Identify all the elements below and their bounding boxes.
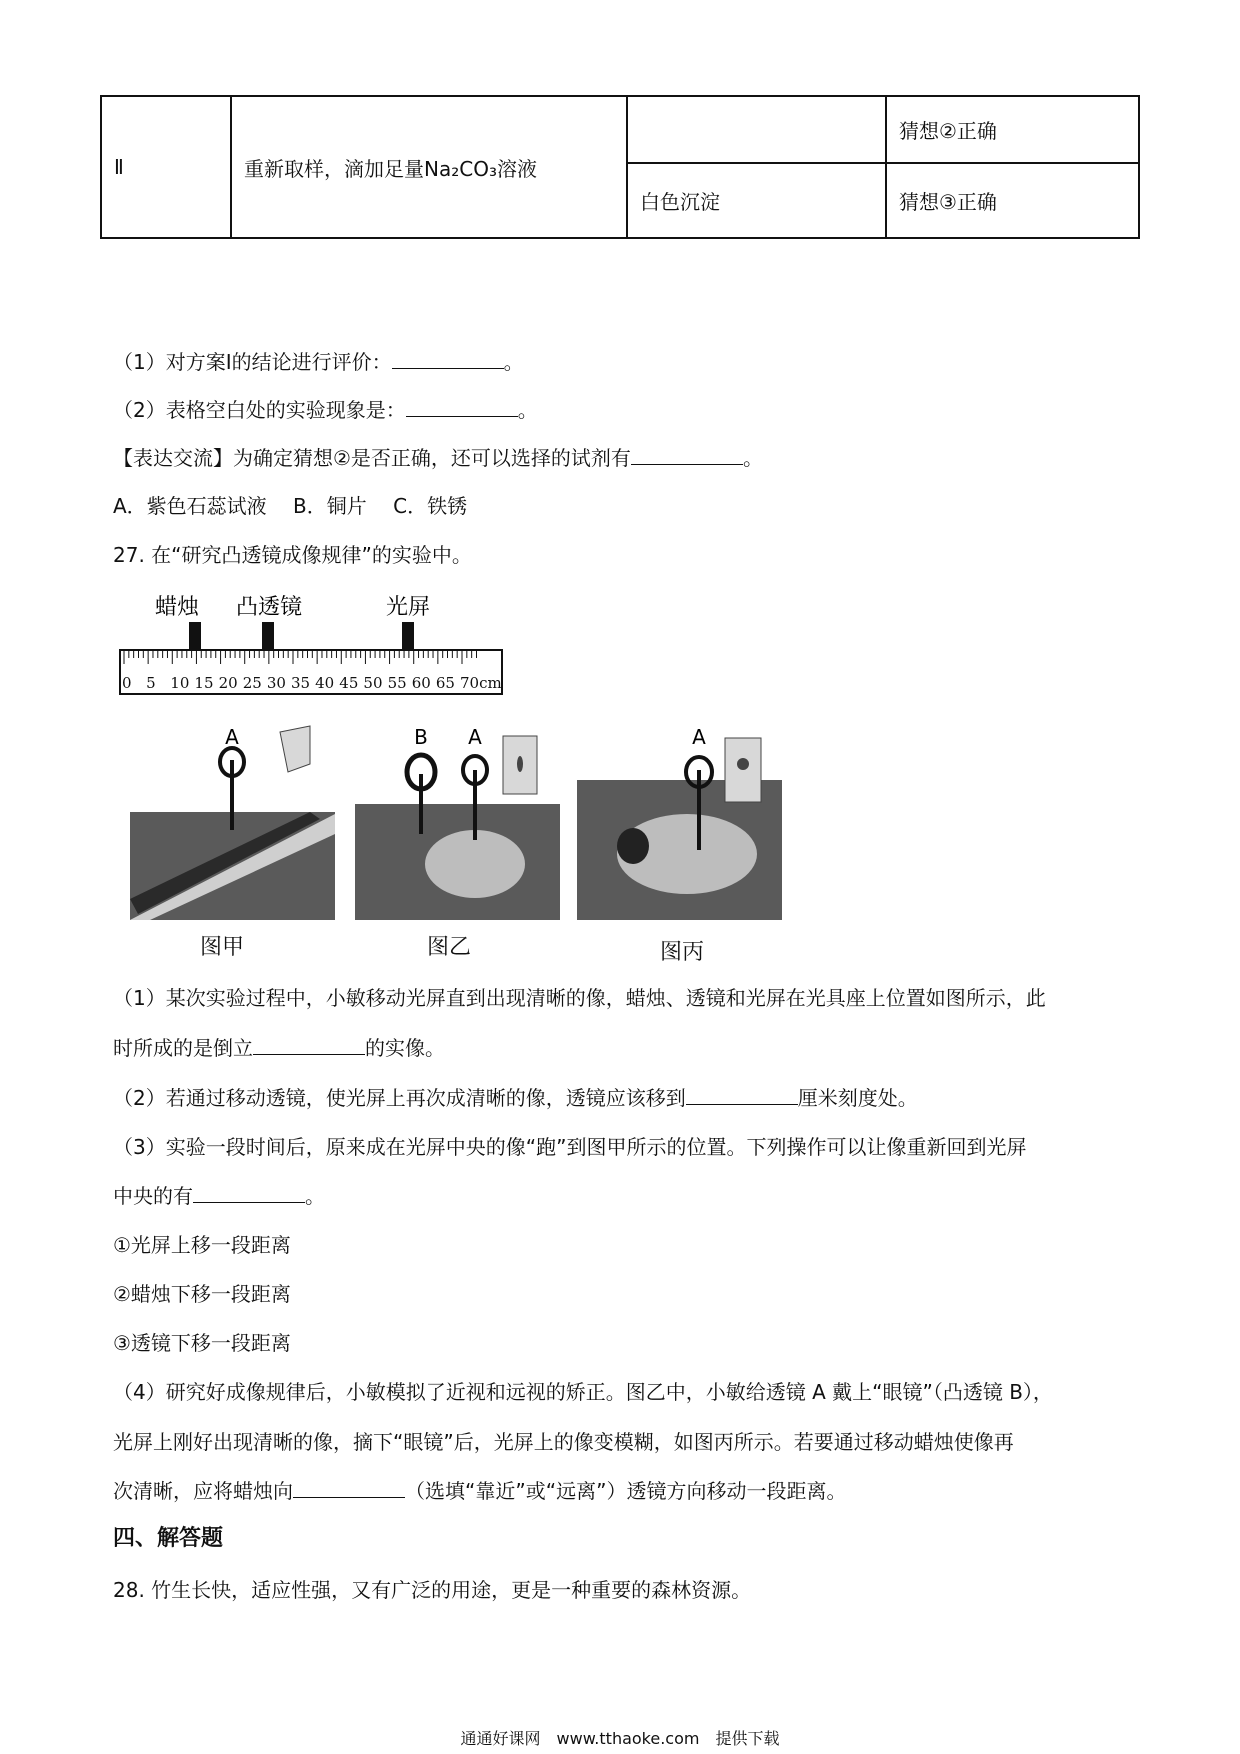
ruler-number: 60	[411, 674, 431, 692]
ruler-number: 45	[339, 674, 359, 692]
figure-jia-caption: 图甲	[200, 935, 245, 960]
table-conclusion-1: 猜想②正确	[886, 96, 1139, 163]
q27-option-1: ①光屏上移一段距离	[113, 1233, 291, 1257]
ruler-number: 10	[170, 674, 190, 692]
table-phenomenon-2: 白色沉淀	[627, 163, 886, 238]
ruler-number: 5	[146, 674, 156, 692]
fig2-label-b: B	[414, 725, 428, 749]
fig1-label-a: A	[225, 725, 239, 749]
ruler-number: 15	[194, 674, 214, 692]
table-conclusion-2: 猜想③正确	[886, 163, 1139, 238]
q27-part2: （2）若通过移动透镜，使光屏上再次成清晰的像，透镜应该移到 厘米刻度处。	[113, 1086, 918, 1110]
screen-icon	[280, 726, 310, 772]
table-phenomenon-blank	[627, 96, 886, 163]
q27-option-2: ②蜡烛下移一段距离	[113, 1282, 291, 1306]
fig3-label-a: A	[692, 725, 706, 749]
figure-bing-caption: 图丙	[660, 940, 705, 965]
table-row-label: Ⅱ	[101, 96, 231, 238]
page-footer: 通通好课网 www.tthaoke.com 提供下载	[460, 1729, 780, 1748]
q27-part3-line1: （3）实验一段时间后，原来成在光屏中央的像“跑”到图甲所示的位置。下列操作可以让像重新回到光屏	[113, 1135, 1027, 1159]
lens-holder	[262, 622, 274, 650]
ruler-number: 20	[218, 674, 238, 692]
ruler-label-lens: 凸透镜	[235, 595, 303, 620]
ruler-number: 25	[242, 674, 262, 692]
q27-part4-line2: 光屏上刚好出现清晰的像，摘下“眼镜”后，光屏上的像变模糊，如图丙所示。若要通过移动蜡烛使像再	[113, 1430, 1014, 1454]
candle-holder	[189, 622, 201, 650]
screen-holder	[402, 622, 414, 650]
q27-part4-line3: 次清晰，应将蜡烛向 （选填“靠近”或“远离”）透镜方向移动一段距离。	[113, 1479, 847, 1503]
answer-blank[interactable]	[392, 348, 504, 369]
answer-blank[interactable]	[686, 1084, 798, 1105]
figure-bing	[577, 724, 782, 942]
q27-stem: 27. 在“研究凸透镜成像规律”的实验中。	[113, 543, 472, 567]
q26-part1: （1）对方案Ⅰ的结论进行评价： 。	[113, 350, 524, 374]
q28-stem: 28. 竹生长快，适应性强，又有广泛的用途，更是一种重要的森林资源。	[113, 1578, 752, 1602]
section-heading: 四、解答题	[113, 1526, 224, 1551]
ruler-number: 50	[363, 674, 383, 692]
lens-b-icon	[617, 828, 649, 864]
ruler-number: 70cm	[460, 674, 502, 692]
q27-option-3: ③透镜下移一段距离	[113, 1331, 291, 1355]
q27-part3-line2: 中央的有 。	[113, 1184, 325, 1208]
q27-part1-line2: 时所成的是倒立 的实像。	[113, 1036, 445, 1060]
ruler-label-screen: 光屏	[385, 595, 431, 620]
q27-part4-line1: （4）研究好成像规律后，小敏模拟了近视和远视的矫正。图乙中，小敏给透镜 A 戴上“眼镜”（凸透镜 B），	[113, 1380, 1053, 1404]
answer-blank[interactable]	[193, 1182, 305, 1203]
ruler-number: 55	[387, 674, 407, 692]
q27-part1-line1: （1）某次实验过程中，小敏移动光屏直到出现清晰的像，蜡烛、透镜和光屏在光具座上位置如图所示，此	[113, 986, 1046, 1010]
ruler-number: 30	[266, 674, 286, 692]
answer-blank[interactable]	[253, 1034, 365, 1055]
optical-bench-ruler	[118, 592, 504, 696]
q26-express: 【表达交流】为确定猜想②是否正确，还可以选择的试剂有 。	[113, 446, 763, 470]
figure-jia	[130, 724, 335, 942]
ruler-number: 40	[315, 674, 335, 692]
ruler-number: 65	[435, 674, 455, 692]
q26-options: A．紫色石蕊试液 B．铜片 C．铁锈	[113, 494, 468, 518]
answer-blank[interactable]	[293, 1477, 405, 1498]
na2co3-formula: Na₂CO₃	[424, 156, 497, 181]
table-operation: 重新取样，滴加足量Na₂CO₃溶液	[231, 96, 627, 238]
figure-yi-caption: 图乙	[427, 935, 472, 960]
ruler-number: 0	[122, 674, 132, 692]
answer-blank[interactable]	[631, 444, 743, 465]
figure-yi	[355, 724, 560, 942]
ruler-number: 35	[291, 674, 311, 692]
experiment-table	[100, 95, 1140, 239]
fig2-label-a: A	[468, 725, 482, 749]
q26-part2: （2）表格空白处的实验现象是： 。	[113, 398, 538, 422]
answer-blank[interactable]	[406, 396, 518, 417]
ruler-label-candle: 蜡烛	[154, 595, 200, 620]
